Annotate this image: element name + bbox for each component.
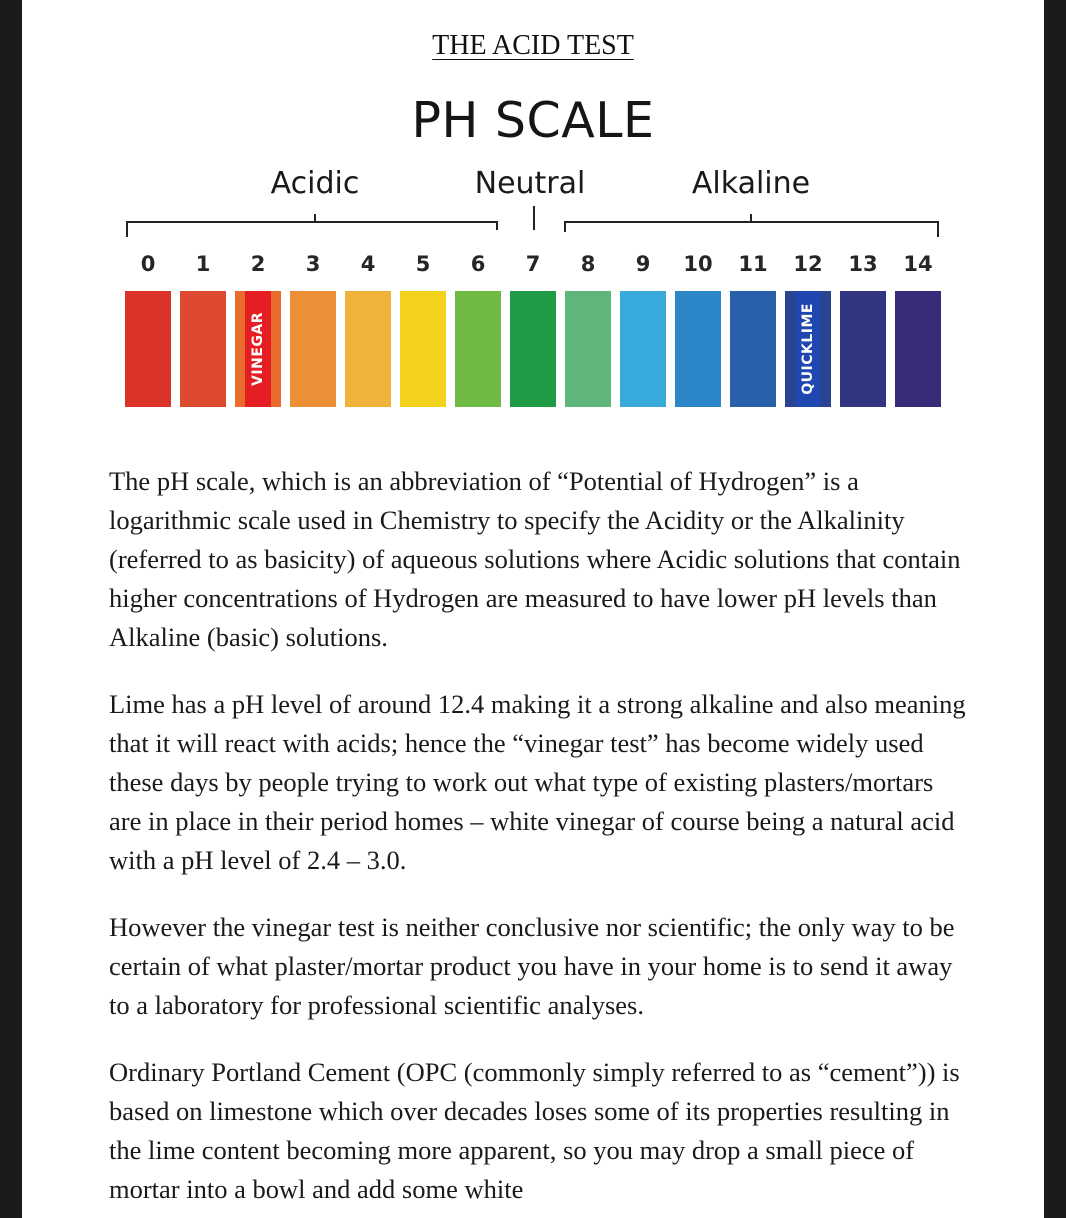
ph-number-5: 5 — [415, 252, 431, 276]
alkaline-label: Alkaline — [691, 166, 811, 201]
ph-bar-4 — [345, 291, 391, 407]
ph-bar-10 — [675, 291, 721, 407]
ph-number-11: 11 — [738, 252, 768, 276]
ph-number-4: 4 — [360, 252, 376, 276]
ph-bar-6 — [455, 291, 501, 407]
ph-number-9: 9 — [635, 252, 651, 276]
ph-number-3: 3 — [305, 252, 321, 276]
alkaline-bracket — [565, 222, 938, 237]
acidic-bracket — [127, 222, 497, 237]
ph-number-7: 7 — [525, 252, 541, 276]
ph-bar-9 — [620, 291, 666, 407]
quicklime-marker-label: QUICKLIME — [800, 303, 816, 395]
ph-number-8: 8 — [580, 252, 596, 276]
quicklime-marker — [795, 291, 821, 407]
ph-bar-0 — [125, 291, 171, 407]
ph-number-14: 14 — [903, 252, 933, 276]
ph-bar-3 — [290, 291, 336, 407]
document-page — [22, 0, 1044, 1218]
paragraph-lime-level: Lime has a pH level of around 12.4 making it a strong alkaline and also meaning that it will react with acids; hence the “vinegar test” has become widely used these days by people trying to work out what type of existing plasters/mortars are in place in their period homes – white vinegar of course being a natural acid with a pH level of 2.4 – 3.0. — [109, 689, 966, 875]
ph-number-12: 12 — [793, 252, 823, 276]
ph-bar-5 — [400, 291, 446, 407]
ph-bar-14 — [895, 291, 941, 407]
region-brackets — [22, 200, 1044, 245]
paragraph-ph-definition: The pH scale, which is an abbreviation of “Potential of Hydrogen” is a logarithmic scale used in Chemistry to specify the Acidity or the Alkalinity (referred to as basicity) of aqueous solutions where Acidic solutions that contain higher concentrations of Hydrogen are measured to have lower pH levels than Alkaline (basic) solutions. — [109, 466, 961, 652]
document-title: THE ACID TEST — [432, 30, 634, 61]
ph-bar-7 — [510, 291, 556, 407]
ph-number-13: 13 — [848, 252, 878, 276]
neutral-label: Neutral — [474, 166, 586, 201]
ph-bar-13 — [840, 291, 886, 407]
ph-number-10: 10 — [683, 252, 713, 276]
ph-number-2: 2 — [250, 252, 266, 276]
vinegar-marker — [245, 291, 271, 407]
ph-scale-title: PH SCALE — [411, 92, 655, 149]
ph-bar-11 — [730, 291, 776, 407]
ph-bar-8 — [565, 291, 611, 407]
acidic-label: Acidic — [270, 166, 360, 201]
vinegar-marker-label: VINEGAR — [250, 312, 266, 386]
ph-number-1: 1 — [195, 252, 211, 276]
ph-number-6: 6 — [470, 252, 486, 276]
ph-number-0: 0 — [140, 252, 156, 276]
body-text — [109, 462, 971, 1218]
ph-bar-1 — [180, 291, 226, 407]
paragraph-portland-cement: Ordinary Portland Cement (OPC (commonly simply referred to as “cement”)) is based on limestone which over decades loses some of its properties resulting in the lime content becoming more apparent, so you may drop a small piece of mortar into a bowl and add some white — [109, 1057, 960, 1204]
paragraph-vinegar-test: However the vinegar test is neither conclusive nor scientific; the only way to be certain of what plaster/mortar product you have in your home is to send it away to a laboratory for professional scientific analyses. — [109, 912, 955, 1020]
